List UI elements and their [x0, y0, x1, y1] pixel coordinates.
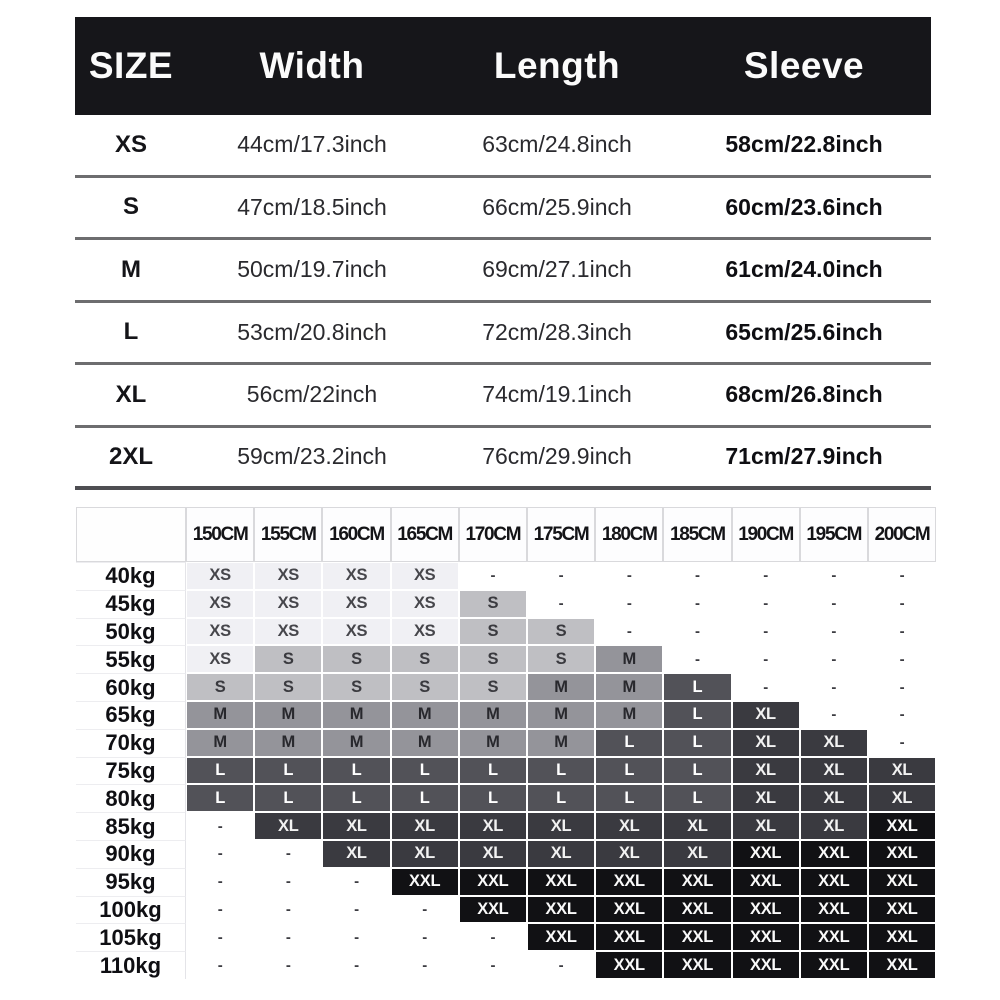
matrix-size-cell: XL [527, 812, 595, 840]
matrix-size-cell: - [732, 673, 800, 701]
matrix-size-cell: L [391, 757, 459, 785]
matrix-size-cell: XXL [800, 923, 868, 951]
matrix-size-cell: XL [254, 812, 322, 840]
matrix-size-cell: XXL [868, 840, 936, 868]
matrix-size-cell: XXL [732, 951, 800, 979]
sleeve-value-cell: 71cm/27.9inch [725, 443, 883, 470]
matrix-size-cell: XXL [800, 840, 868, 868]
matrix-size-cell: XL [732, 812, 800, 840]
matrix-size-cell: XL [732, 757, 800, 785]
matrix-size-cell: XS [322, 590, 390, 618]
matrix-size-cell: XL [663, 812, 731, 840]
matrix-size-cell: XS [254, 590, 322, 618]
matrix-size-cell: XXL [732, 896, 800, 924]
size-table-row [75, 178, 931, 241]
matrix-row [76, 562, 936, 590]
matrix-size-cell: XS [186, 618, 254, 646]
matrix-size-cell: - [254, 840, 322, 868]
matrix-size-cell: L [663, 701, 731, 729]
matrix-size-cell: - [732, 562, 800, 590]
matrix-size-cell: - [868, 562, 936, 590]
matrix-size-cell: M [595, 701, 663, 729]
matrix-weight-label: 80kg [76, 784, 186, 812]
matrix-size-cell: - [186, 840, 254, 868]
size-table-row [75, 365, 931, 428]
matrix-size-cell: L [254, 784, 322, 812]
matrix-size-cell: XS [322, 562, 390, 590]
matrix-size-cell: M [254, 729, 322, 757]
matrix-size-cell: - [595, 618, 663, 646]
matrix-weight-label: 40kg [76, 562, 186, 590]
size-table-row [75, 240, 931, 303]
matrix-height-header: 190CM [732, 507, 800, 562]
matrix-size-cell: XXL [800, 951, 868, 979]
matrix-size-cell: M [391, 729, 459, 757]
matrix-size-cell: - [663, 562, 731, 590]
size-table-header-bar [75, 17, 931, 115]
width-value-cell: 44cm/17.3inch [237, 131, 387, 158]
matrix-size-cell: L [663, 784, 731, 812]
length-value-cell: 69cm/27.1inch [482, 256, 632, 283]
size-label-cell: M [121, 255, 141, 283]
matrix-size-cell: - [732, 645, 800, 673]
matrix-size-cell: XL [732, 729, 800, 757]
width-value-cell: 56cm/22inch [246, 381, 378, 408]
matrix-size-cell: XL [527, 840, 595, 868]
matrix-row [76, 590, 936, 618]
matrix-size-cell: M [254, 701, 322, 729]
matrix-weight-label: 110kg [76, 951, 186, 979]
matrix-size-cell: L [527, 757, 595, 785]
matrix-size-cell: S [391, 645, 459, 673]
matrix-size-cell: XXL [459, 896, 527, 924]
matrix-size-cell: XL [391, 840, 459, 868]
size-label-cell: L [123, 318, 139, 346]
matrix-size-cell: - [663, 645, 731, 673]
matrix-height-header: 165CM [391, 507, 459, 562]
matrix-size-cell: XL [800, 812, 868, 840]
matrix-size-cell: L [595, 757, 663, 785]
matrix-size-cell: XXL [868, 896, 936, 924]
matrix-size-cell: XXL [732, 868, 800, 896]
matrix-weight-label: 55kg [76, 645, 186, 673]
matrix-weight-label: 90kg [76, 840, 186, 868]
matrix-size-cell: XXL [800, 896, 868, 924]
matrix-height-header: 185CM [663, 507, 731, 562]
matrix-size-cell: S [459, 645, 527, 673]
length-value-cell: 72cm/28.3inch [482, 318, 632, 345]
length-value-cell: 66cm/25.9inch [482, 193, 632, 220]
matrix-height-header: 195CM [800, 507, 868, 562]
matrix-row [76, 729, 936, 757]
column-header-sleeve: Sleeve [743, 45, 865, 86]
matrix-row [76, 701, 936, 729]
matrix-size-cell: - [186, 812, 254, 840]
matrix-size-cell: XXL [732, 923, 800, 951]
matrix-size-cell: L [459, 784, 527, 812]
length-value-cell: 74cm/19.1inch [482, 381, 632, 408]
matrix-size-cell: L [663, 757, 731, 785]
matrix-row [76, 840, 936, 868]
matrix-size-cell: - [732, 590, 800, 618]
matrix-size-cell: - [800, 562, 868, 590]
size-label-cell: S [122, 193, 139, 221]
matrix-size-cell: XL [322, 840, 390, 868]
matrix-size-cell: S [254, 673, 322, 701]
sleeve-value-cell: 68cm/26.8inch [725, 381, 883, 408]
matrix-size-cell: S [391, 673, 459, 701]
matrix-size-cell: - [663, 618, 731, 646]
width-value-cell: 59cm/23.2inch [237, 443, 387, 470]
matrix-size-cell: XS [391, 590, 459, 618]
matrix-size-cell: XS [391, 618, 459, 646]
matrix-size-cell: - [868, 673, 936, 701]
matrix-size-cell: L [595, 729, 663, 757]
matrix-size-cell: L [322, 784, 390, 812]
matrix-size-cell: XXL [663, 868, 731, 896]
matrix-size-cell: L [186, 757, 254, 785]
matrix-size-cell: XL [732, 701, 800, 729]
matrix-size-cell: XS [186, 645, 254, 673]
matrix-size-cell: - [459, 951, 527, 979]
size-table-body [75, 115, 931, 490]
size-table-row [75, 115, 931, 178]
matrix-size-cell: XXL [868, 923, 936, 951]
matrix-size-cell: M [527, 701, 595, 729]
matrix-size-cell: XXL [391, 868, 459, 896]
matrix-size-cell: - [391, 923, 459, 951]
matrix-row [76, 618, 936, 646]
matrix-size-cell: XXL [868, 951, 936, 979]
matrix-size-cell: S [459, 618, 527, 646]
matrix-size-cell: XS [322, 618, 390, 646]
matrix-size-cell: - [868, 590, 936, 618]
matrix-size-cell: M [595, 645, 663, 673]
height-weight-matrix [76, 507, 936, 979]
matrix-size-cell: XXL [527, 896, 595, 924]
matrix-size-cell: - [254, 923, 322, 951]
matrix-size-cell: - [254, 868, 322, 896]
matrix-size-cell: XL [800, 729, 868, 757]
matrix-row [76, 951, 936, 979]
matrix-size-cell: XL [322, 812, 390, 840]
matrix-height-header: 160CM [322, 507, 390, 562]
matrix-size-cell: XXL [595, 951, 663, 979]
size-label-cell: XS [114, 130, 147, 158]
matrix-size-cell: XS [391, 562, 459, 590]
matrix-size-cell: - [732, 618, 800, 646]
matrix-size-cell: L [322, 757, 390, 785]
matrix-size-cell: S [186, 673, 254, 701]
matrix-size-cell: - [595, 562, 663, 590]
length-value-cell: 76cm/29.9inch [482, 443, 632, 470]
matrix-size-cell: S [254, 645, 322, 673]
matrix-size-cell: XXL [663, 951, 731, 979]
matrix-size-cell: - [391, 951, 459, 979]
width-value-cell: 50cm/19.7inch [237, 256, 387, 283]
matrix-size-cell: - [527, 562, 595, 590]
matrix-size-cell: S [322, 673, 390, 701]
matrix-size-cell: L [459, 757, 527, 785]
sleeve-value-cell: 65cm/25.6inch [725, 318, 883, 345]
matrix-row [76, 812, 936, 840]
matrix-size-cell: XL [595, 812, 663, 840]
matrix-size-cell: M [186, 701, 254, 729]
matrix-size-cell: XXL [527, 868, 595, 896]
matrix-row [76, 923, 936, 951]
matrix-size-cell: L [663, 673, 731, 701]
matrix-size-cell: - [322, 923, 390, 951]
matrix-size-cell: L [254, 757, 322, 785]
matrix-size-cell: L [391, 784, 459, 812]
matrix-weight-label: 60kg [76, 673, 186, 701]
matrix-size-cell: XS [186, 562, 254, 590]
matrix-size-cell: M [322, 701, 390, 729]
matrix-size-cell: XXL [663, 896, 731, 924]
matrix-size-cell: M [391, 701, 459, 729]
matrix-size-cell: - [800, 645, 868, 673]
matrix-weight-label: 85kg [76, 812, 186, 840]
matrix-size-cell: XL [391, 812, 459, 840]
size-table-row [75, 428, 931, 491]
matrix-size-cell: - [868, 701, 936, 729]
matrix-size-cell: - [186, 896, 254, 924]
matrix-size-cell: - [254, 896, 322, 924]
matrix-size-cell: - [527, 590, 595, 618]
matrix-size-cell: - [186, 951, 254, 979]
size-table-row [75, 303, 931, 366]
matrix-size-cell: L [663, 729, 731, 757]
matrix-weight-label: 100kg [76, 896, 186, 924]
matrix-size-cell: XXL [459, 868, 527, 896]
matrix-body [76, 562, 936, 979]
matrix-weight-label: 45kg [76, 590, 186, 618]
matrix-height-header: 175CM [527, 507, 595, 562]
matrix-weight-label: 70kg [76, 729, 186, 757]
matrix-size-cell: XL [595, 840, 663, 868]
matrix-size-cell: XL [663, 840, 731, 868]
matrix-size-cell: - [322, 896, 390, 924]
matrix-height-header: 180CM [595, 507, 663, 562]
matrix-size-cell: S [527, 618, 595, 646]
matrix-size-cell: M [527, 673, 595, 701]
matrix-size-cell: XS [254, 618, 322, 646]
matrix-size-cell: XS [254, 562, 322, 590]
matrix-size-cell: M [459, 701, 527, 729]
matrix-weight-label: 65kg [76, 701, 186, 729]
size-label-cell: 2XL [108, 442, 153, 470]
matrix-weight-label: 50kg [76, 618, 186, 646]
matrix-size-cell: XXL [868, 812, 936, 840]
length-value-cell: 63cm/24.8inch [482, 131, 632, 158]
matrix-size-cell: XXL [595, 868, 663, 896]
matrix-size-cell: XXL [868, 868, 936, 896]
matrix-size-cell: - [663, 590, 731, 618]
matrix-weight-label: 95kg [76, 868, 186, 896]
matrix-size-cell: - [527, 951, 595, 979]
matrix-size-cell: M [527, 729, 595, 757]
matrix-row [76, 673, 936, 701]
matrix-size-cell: - [868, 729, 936, 757]
width-value-cell: 53cm/20.8inch [237, 318, 387, 345]
matrix-size-cell: M [322, 729, 390, 757]
matrix-size-cell: XL [459, 840, 527, 868]
matrix-size-cell: L [595, 784, 663, 812]
matrix-size-cell: - [595, 590, 663, 618]
matrix-row [76, 784, 936, 812]
matrix-size-cell: - [800, 618, 868, 646]
matrix-size-cell: - [800, 673, 868, 701]
matrix-row [76, 868, 936, 896]
matrix-size-cell: - [459, 923, 527, 951]
matrix-size-cell: M [595, 673, 663, 701]
matrix-size-cell: M [459, 729, 527, 757]
matrix-size-cell: XXL [663, 923, 731, 951]
matrix-size-cell: XL [868, 784, 936, 812]
matrix-size-cell: - [800, 701, 868, 729]
matrix-size-cell: M [186, 729, 254, 757]
column-header-length: Length [493, 45, 621, 86]
matrix-size-cell: - [868, 645, 936, 673]
width-value-cell: 47cm/18.5inch [237, 193, 387, 220]
matrix-size-cell: L [527, 784, 595, 812]
matrix-size-cell: S [322, 645, 390, 673]
matrix-size-cell: XL [732, 784, 800, 812]
matrix-size-cell: - [322, 868, 390, 896]
matrix-row [76, 645, 936, 673]
matrix-size-cell: - [391, 896, 459, 924]
column-header-size: SIZE [88, 45, 174, 86]
matrix-weight-label: 75kg [76, 757, 186, 785]
matrix-header-row [76, 507, 936, 562]
matrix-size-cell: XXL [595, 896, 663, 924]
column-header-width: Width [259, 45, 365, 86]
matrix-height-header: 200CM [868, 507, 936, 562]
matrix-size-cell: XXL [732, 840, 800, 868]
sleeve-value-cell: 58cm/22.8inch [725, 131, 883, 158]
size-label-cell: XL [115, 380, 147, 408]
matrix-height-header: 150CM [186, 507, 254, 562]
matrix-size-cell: XXL [595, 923, 663, 951]
sleeve-value-cell: 61cm/24.0inch [725, 256, 883, 283]
matrix-corner-cell [76, 507, 186, 562]
matrix-size-cell: XL [800, 784, 868, 812]
matrix-size-cell: XXL [800, 868, 868, 896]
matrix-size-cell: - [868, 618, 936, 646]
matrix-size-cell: XXL [527, 923, 595, 951]
matrix-size-cell: S [459, 673, 527, 701]
matrix-size-cell: XL [459, 812, 527, 840]
matrix-size-cell: S [459, 590, 527, 618]
matrix-size-cell: - [800, 590, 868, 618]
matrix-size-cell: L [186, 784, 254, 812]
matrix-height-header: 155CM [254, 507, 322, 562]
matrix-height-header: 170CM [459, 507, 527, 562]
matrix-row [76, 757, 936, 785]
sleeve-value-cell: 60cm/23.6inch [725, 193, 883, 220]
matrix-size-cell: - [186, 923, 254, 951]
matrix-weight-label: 105kg [76, 923, 186, 951]
matrix-size-cell: - [254, 951, 322, 979]
matrix-size-cell: - [322, 951, 390, 979]
matrix-size-cell: S [527, 645, 595, 673]
matrix-size-cell: XS [186, 590, 254, 618]
matrix-size-cell: XL [868, 757, 936, 785]
matrix-row [76, 896, 936, 924]
matrix-size-cell: - [459, 562, 527, 590]
matrix-size-cell: - [186, 868, 254, 896]
matrix-size-cell: XL [800, 757, 868, 785]
